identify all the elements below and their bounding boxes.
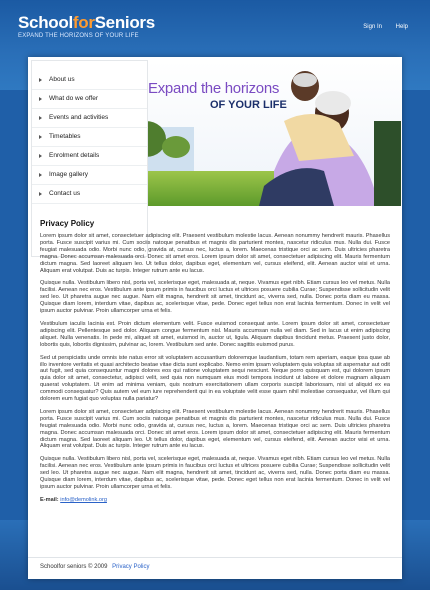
paragraph: Quisque nulla. Vestibulum libero nisl, porta vel, scelerisque eget, malesuada at, neque. Vivamus eget nibh. Etiam cursus leo vel metus. Nulla facilisi. Aenean nec eros. Vestibulum ante ipsum primis in faucibus orci luctus et ultrices posuere cubilia Curae; Suspendisse sollicitudin velit sed leo. Ut pharetra augue nec augue. Nam elit magna, hendrerit sit amet, tincidunt ac, viverra sed, nulla. Donec porta diam eu massa. Quisque diam lorem, interdum vitae, dapibus ac, scelerisque vitae, pede. Donec eget tellus non erat lacinia fermentum. Donec in velit vel ipsum auctor pulvinar. Proin ullamcorper urna et felis. bbox=[40, 456, 390, 490]
nav-item-timetables[interactable] bbox=[32, 128, 147, 147]
paragraph: Lorem ipsum dolor sit amet, consectetuer adipiscing elit. Praesent vestibulum molestie lacus. Aenean nonummy hendrerit mauris. Phasellus porta. Fusce suscipit varius mi. Cum sociis natoque penatibus et magnis dis parturient montes, nascetur ridiculus mus. Nulla dui. Fusce feugiat malesuada odio. Morbi nunc odio, gravida at, cursus nec, luctus a, lorem. Maecenas tristique orci ac sem. Duis ultricies pharetra magna. Donec accumsan malesuada orci. Donec sit amet eros. Lorem ipsum dolor sit amet, consectetuer adipiscing elit. Mauris fermentum dictum magna. Sed laoreet aliquam leo. Ut tellus dolor, dapibus eget, elementum vel, cursus eleifend, elit. Aenean auctor wisi et urna. Aliquam erat volutpat. Duis ac turpis. Integer rutrum ante eu lacus. bbox=[40, 233, 390, 274]
footer-inner bbox=[40, 564, 149, 570]
nav-item-label: Enrolment details bbox=[49, 152, 100, 159]
main-page bbox=[28, 57, 402, 579]
nav-item-label: What do we offer bbox=[49, 95, 99, 102]
paragraph: Lorem ipsum dolor sit amet, consectetuer adipiscing elit. Praesent vestibulum molestie lacus. Aenean nonummy hendrerit mauris. Phasellus porta. Fusce suscipit varius mi. Cum sociis natoque penatibus et magnis dis parturient montes, nascetur ridiculus mus. Nulla dui. Fusce feugiat malesuada odio. Morbi nunc odio, gravida at, cursus nec, luctus a, lorem. Maecenas tristique orci ac sem. Duis ultricies pharetra magna. Donec accumsan malesuada orci. Donec sit amet eros. Lorem ipsum dolor sit amet, consectetuer adipiscing elit. Mauris fermentum dictum magna. Sed laoreet aliquam leo. Ut tellus dolor, dapibus eget, elementum vel, cursus eleifend, elit. Aenean auctor wisi et urna. Aliquam erat volutpat. Duis ac turpis. Integer rutrum ante eu lacus. bbox=[40, 408, 390, 450]
nav-item-what-we-offer[interactable] bbox=[32, 90, 147, 109]
brand-part-for: for bbox=[72, 13, 95, 32]
site-logo[interactable] bbox=[18, 14, 155, 39]
email-line bbox=[40, 497, 390, 503]
arrow-bullet-icon bbox=[39, 78, 42, 82]
nav-item-events[interactable] bbox=[32, 109, 147, 128]
sign-in-link[interactable]: Sign In bbox=[363, 24, 382, 30]
brand-part-seniors: Seniors bbox=[94, 13, 155, 32]
arrow-bullet-icon bbox=[39, 97, 42, 101]
brand-name bbox=[18, 14, 155, 32]
nav-item-label: Image gallery bbox=[49, 171, 89, 178]
arrow-bullet-icon bbox=[39, 192, 42, 196]
nav-item-contact[interactable] bbox=[32, 185, 147, 204]
brand-part-school: School bbox=[18, 13, 73, 32]
arrow-bullet-icon bbox=[39, 116, 42, 120]
content-area bbox=[40, 219, 390, 503]
privacy-policy-link[interactable]: Privacy Policy bbox=[112, 564, 150, 570]
email-link[interactable]: info@demolink.org bbox=[60, 496, 107, 503]
paragraph: Vestibulum iaculis lacinia est. Proin dictum elementum velit. Fusce euismod consequat ante. Lorem ipsum dolor sit amet, consectetuer adipiscing elit. Pellentesque sed dolor. Aliquam congue fermentum nisl. Mauris accumsan nulla vel diam. Sed in lacus ut enim adipiscing aliquet. Nulla venenatis. In pede mi, aliquet sit amet, euismod in, auctor ut, ligula. Aliquam dapibus tincidunt metus. Praesent justo dolor, lobortis quis, lobortis dignissim, pulvinar ac, lorem. Vestibulum sed ante. Donec sagittis euismod purus. bbox=[40, 320, 390, 348]
paragraph: Sed ut perspiciatis unde omnis iste natus error sit voluptatem accusantium doloremque laudantium, totam rem aperiam, eaque ipsa quae ab illo inventore veritatis et quasi architecto beatae vitae dicta sunt explicabo. Nemo enim ipsam voluptatem quia voluptas sit aspernatur aut odit aut fugit, sed quia consequuntur magni dolores eos qui ratione voluptatem sequi nesciunt. Neque porro quisquam est, qui dolorem ipsum quia dolor sit amet, consectetur, adipisci velit, sed quia non numquam eius modi tempora incidunt ut labore et dolore magnam aliquam quaerat voluptatem. Ut enim ad minima veniam, quis nostrum exercitationem ullam corporis suscipit laboriosam, nisi ut aliquid ex ea commodi consequatur? Quis autem vel eum iure reprehenderit qui in ea voluptate velit esse quam nihil molestiae consequatur, vel illum qui dolorem eum fugiat quo voluptas nulla pariatur? bbox=[40, 354, 390, 403]
arrow-bullet-icon bbox=[39, 135, 42, 139]
paragraph: Quisque nulla. Vestibulum libero nisl, porta vel, scelerisque eget, malesuada at, neque. Vivamus eget nibh. Etiam cursus leo vel metus. Nulla facilisi. Aenean nec eros. Vestibulum ante ipsum primis in faucibus orci luctus et ultrices posuere cubilia Curae; Suspendisse sollicitudin velit sed leo. Ut pharetra augue nec augue. Nam elit magna, hendrerit sit amet, tincidunt ac, viverra sed, nulla. Donec porta diam eu massa. Quisque diam lorem, interdum vitae, dapibus ac, scelerisque vitae, pede. Donec eget tellus non erat lacinia fermentum. Donec in velit vel ipsum auctor pulvinar. Proin ullamcorper urna et felis. bbox=[40, 280, 390, 315]
nav-item-gallery[interactable] bbox=[32, 166, 147, 185]
nav-item-enrolment[interactable] bbox=[32, 147, 147, 166]
footer bbox=[28, 557, 402, 580]
hero-banner bbox=[124, 61, 401, 206]
nav-item-label: Events and activities bbox=[49, 114, 109, 121]
top-links bbox=[351, 24, 408, 30]
page-title: Privacy Policy bbox=[40, 219, 95, 228]
arrow-bullet-icon bbox=[39, 173, 42, 177]
email-label: E-mail: bbox=[40, 496, 59, 503]
arrow-bullet-icon bbox=[39, 154, 42, 158]
help-link[interactable]: Help bbox=[395, 24, 408, 30]
copyright-text: Schoolfor seniors © 2009 bbox=[40, 564, 108, 570]
hero-title-line1: Expand the horizons bbox=[148, 80, 280, 97]
nav-item-label: Contact us bbox=[49, 190, 81, 197]
nav-item-about-us[interactable] bbox=[32, 71, 147, 90]
nav-item-label: About us bbox=[49, 76, 75, 83]
brand-tagline: EXPAND THE HORIZONS OF YOUR LIFE bbox=[18, 33, 139, 39]
nav-item-label: Timetables bbox=[49, 133, 81, 140]
hero-title-line2: OF YOUR LIFE bbox=[210, 99, 287, 111]
